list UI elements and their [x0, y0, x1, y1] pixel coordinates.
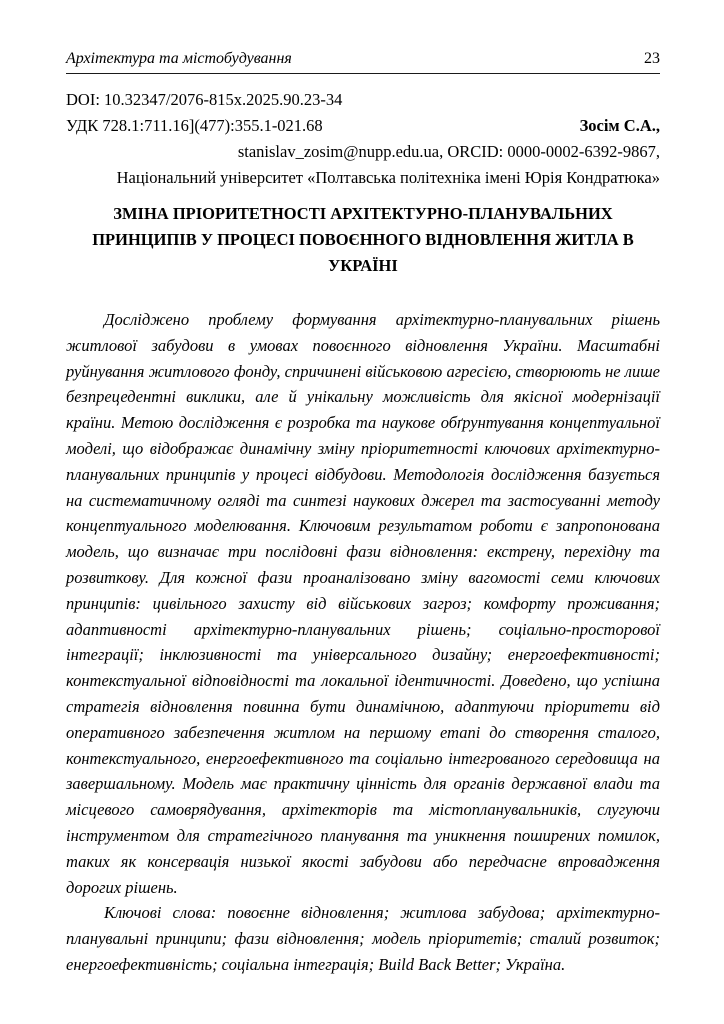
- page-number: 23: [644, 50, 660, 67]
- running-head: [66, 50, 660, 74]
- udc-author-row: [66, 113, 660, 139]
- author-affiliation: Національний університет «Полтавська політехніка імені Юрія Кондратюка»: [116, 168, 660, 187]
- keywords-text: повоєнне відновлення; житлова забудова; архітектурно-планувальні принципи; фази відновлення; модель пріоритетів; сталий розвиток; енергоефективність; соціальна інтеграція; Build Back Better; Україна.: [66, 903, 660, 974]
- keywords-paragraph: [66, 900, 660, 977]
- udc-code: УДК 728.1:711.16](477):355.1-021.68: [66, 116, 323, 135]
- article-title: ЗМІНА ПРІОРИТЕТНОСТІ АРХІТЕКТУРНО-ПЛАНУВАЛЬНИХ ПРИНЦИПІВ У ПРОЦЕСІ ПОВОЄННОГО ВІДНОВЛЕННЯ ЖИТЛА В УКРАЇНІ: [92, 204, 634, 275]
- keywords-label: Ключові слова:: [104, 903, 217, 923]
- abstract-paragraph: Досліджено проблему формування архітектурно-планувальних рішень житлової забудови в умовах повоєнного відновлення України. Масштабні руйнування житлового фонду, спричинені військовою агресією, створюють не лише безпрецедентні виклики, але й унікальну можливість для якісної модернізації країни. Метою дослідження є розробка та наукове обґрунтування концептуальної моделі, що відображає динамічну зміну пріоритетності ключових архітектурно-планувальних принципів у процесі відбудови. Методологія дослідження базується на систематичному огляді та синтезі наукових джерел та застосуванні методу концептуального моделювання. Ключовим результатом роботи є запропонована модель, що визначає три послідовні фази відновлення: екстрену, перехідну та розвиткову. Для кожної фази проаналізовано зміну вагомості семи ключових принципів: цивільного захисту від військових загроз; комфорту проживання; адаптивності архітектурно-планувальних рішень; соціально-просторової інтеграції; інклюзивності та універсального дизайну; енергоефективності; контекстуальної відповідності та локальної ідентичності. Доведено, що успішна стратегія відновлення повинна бути динамічною, адаптуючи пріоритети від оперативного забезпечення житлом на першому етапі до створення сталого, контекстуального, енергоефективного та соціально інтегрованого середовища на завершальному. Модель має практичну цінність для органів державної влади та місцевого самоврядування, архітекторів та містопланувальників, слугуючи інструментом для стратегічного планування та уникнення поширених помилок, таких як консервація низької якості забудови або передчасне впровадження дорогих рішень.: [66, 310, 660, 897]
- author-name: Зосім С.А.,: [579, 116, 660, 135]
- doi-line: DOI: 10.32347/2076-815x.2025.90.23-34: [66, 90, 343, 109]
- author-contact: stanislav_zosim@nupp.edu.ua, ORCID: 0000-0002-6392-9867,: [237, 142, 660, 161]
- article-meta: [66, 87, 660, 191]
- journal-name: Архітектура та містобудування: [66, 50, 292, 67]
